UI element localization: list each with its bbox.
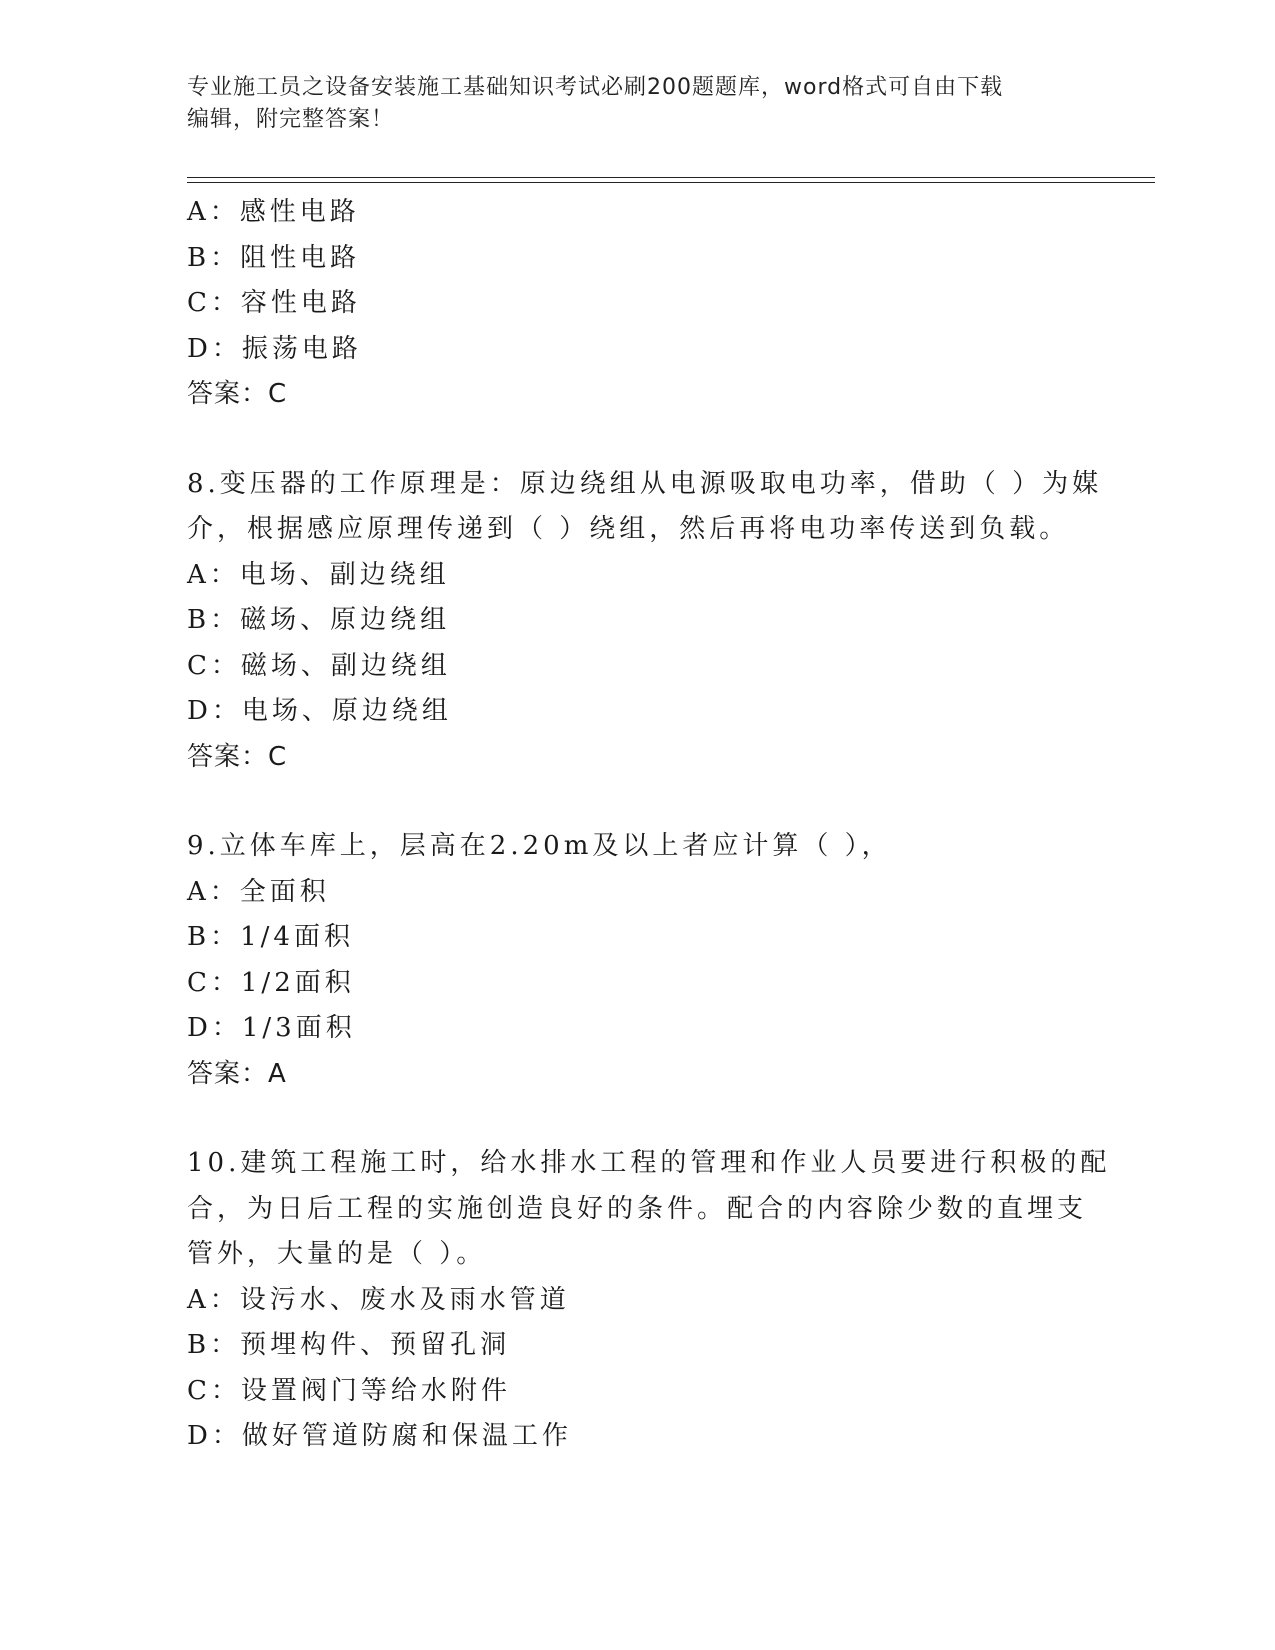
option-d: D：1/3面积 [187,1013,356,1043]
option-c: C：磁场、副边绕组 [187,650,451,681]
option-a: A：全面积 [187,876,330,907]
question-text-line: 9.立体车库上，层高在2.20m及以上者应计算（ ）， [187,831,892,861]
option-a: A：感性电路 [187,197,360,227]
option-c: C：1/2面积 [187,967,355,998]
question-9 [187,824,1087,1097]
option-a: A：电场、副边绕组 [187,559,450,590]
question-text-line: 10.建筑工程施工时，给水排水工程的管理和作业人员要进行积极的配 [187,1148,1111,1178]
question-list [187,190,1111,1460]
question-text-line: 介，根据感应原理传递到（ ）绕组，然后再将电功率传送到负载。 [187,514,1070,544]
header-line-1: 专业施工员之设备安装施工基础知识考试必刷200题题库，word格式可自由下载 [187,75,1004,100]
question-text-line: 管外，大量的是（ ）。 [187,1239,487,1269]
option-a: A：设污水、废水及雨水管道 [187,1284,570,1315]
question-8 [187,462,1103,781]
option-b: B：磁场、原边绕组 [187,605,451,635]
option-d: D：做好管道防腐和保温工作 [187,1421,572,1451]
option-c: C：容性电路 [187,288,361,318]
header-rule-bottom [187,182,1155,183]
option-b: B：阻性电路 [187,242,361,273]
option-c: C：设置阀门等给水附件 [187,1375,511,1406]
question-gap [187,780,1087,824]
question-text-line: 8.变压器的工作原理是：原边绕组从电源吸取电功率，借助（ ）为媒 [187,468,1103,499]
header-line-2: 编辑，附完整答案！ [187,107,395,132]
question-gap [187,418,1087,462]
document-header [187,72,1067,136]
answer: 答案：C [187,741,288,772]
answer: 答案：A [187,1058,287,1089]
option-b: B：1/4面积 [187,922,354,952]
question-7 [187,190,1087,418]
answer: 答案：C [187,379,288,409]
option-d: D：振荡电路 [187,333,362,364]
question-text-line: 合，为日后工程的实施创造良好的条件。配合的内容除少数的直埋支 [187,1193,1088,1224]
option-b: B：预埋构件、预留孔洞 [187,1330,511,1360]
option-d: D：电场、原边绕组 [187,696,452,726]
question-gap [187,1097,1087,1141]
header-rule-top [187,177,1155,178]
question-10 [187,1141,1111,1460]
